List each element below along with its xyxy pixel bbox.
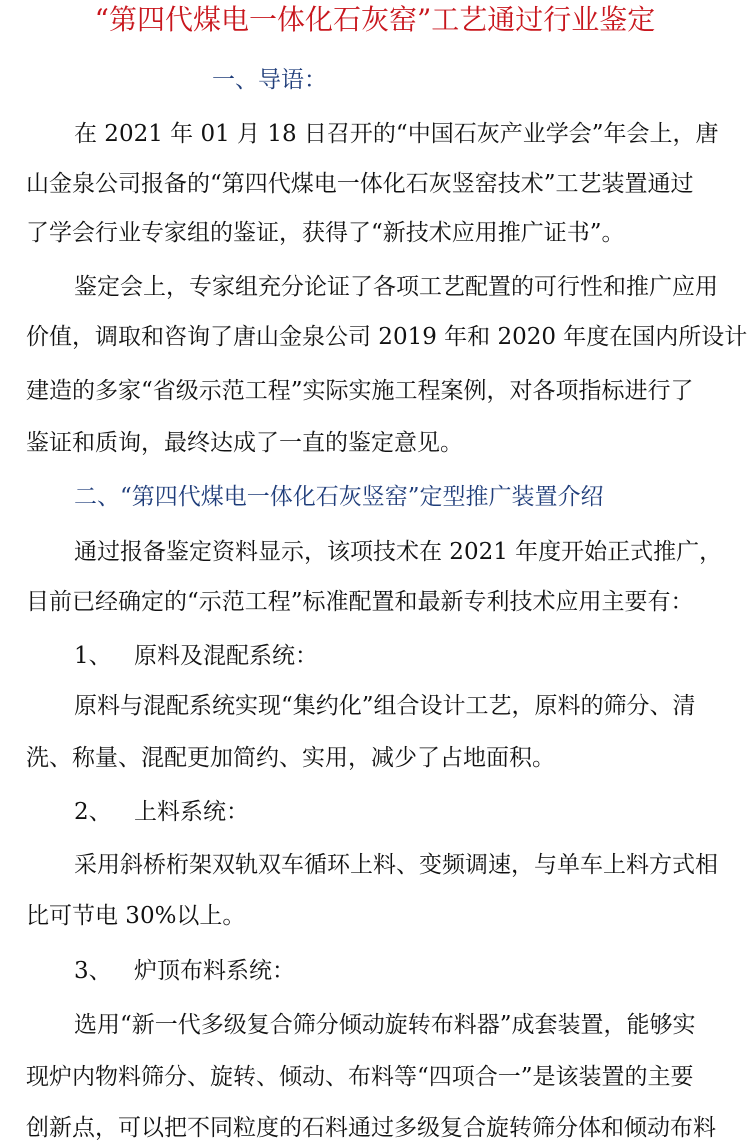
paragraph-line: 鉴定会上，专家组充分论证了各项工艺配置的可行性和推广应用 xyxy=(74,274,718,300)
list-item-heading xyxy=(74,796,249,828)
list-item-number: 3、 xyxy=(74,958,112,984)
list-item-title: 上料系统： xyxy=(134,799,249,825)
list-item-heading xyxy=(74,955,295,987)
paragraph-line: 通过报备鉴定资料显示，该项技术在 2021 年度开始正式推广， xyxy=(74,539,723,565)
paragraph-line: 建造的多家“省级示范工程”实际实施工程案例，对各项指标进行了 xyxy=(26,378,694,404)
paragraph-line: 山金泉公司报备的“第四代煤电一体化石灰竖窑技术”工艺装置通过 xyxy=(26,171,694,197)
list-item-number: 1、 xyxy=(74,643,112,669)
list-item-heading xyxy=(74,640,318,672)
paragraph-line: 了学会行业专家组的鉴证，获得了“新技术应用推广证书”。 xyxy=(26,220,625,246)
list-item-title: 炉顶布料系统： xyxy=(134,958,295,984)
paragraph-line: 目前已经确定的“示范工程”标准配置和最新专利技术应用主要有： xyxy=(26,589,694,615)
section-heading-intro: 一、导语： xyxy=(212,67,327,93)
paragraph-line: 洗、称量、混配更加简约、实用，减少了占地面积。 xyxy=(26,745,555,771)
paragraph-line: 原料与混配系统实现“集约化”组合设计工艺，原料的筛分、清 xyxy=(74,693,696,719)
paragraph-line: 比可节电 30%以上。 xyxy=(26,903,246,929)
section-heading-device: 二、“第四代煤电一体化石灰竖窑”定型推广装置介绍 xyxy=(74,484,604,510)
paragraph-line: 现炉内物料筛分、旋转、倾动、布料等“四项合一”是该装置的主要 xyxy=(26,1064,694,1090)
page-title: “第四代煤电一体化石灰窑”工艺通过行业鉴定 xyxy=(94,3,656,36)
paragraph-line: 选用“新一代多级复合筛分倾动旋转布料器”成套装置，能够实 xyxy=(74,1012,696,1038)
paragraph-line: 在 2021 年 01 月 18 日召开的“中国石灰产业学会”年会上，唐 xyxy=(74,121,719,147)
list-item-number: 2、 xyxy=(74,799,112,825)
paragraph-line: 鉴证和质询，最终达成了一直的鉴定意见。 xyxy=(26,430,463,456)
list-item-title: 原料及混配系统： xyxy=(134,643,318,669)
paragraph-line: 采用斜桥桁架双轨双车循环上料、变频调速，与单车上料方式相 xyxy=(74,852,718,878)
paragraph-line: 创新点，可以把不同粒度的石料通过多级复合旋转筛分体和倾动布料 xyxy=(26,1115,716,1141)
paragraph-line: 价值，调取和咨询了唐山金泉公司 2019 年和 2020 年度在国内所设计 xyxy=(26,324,748,350)
